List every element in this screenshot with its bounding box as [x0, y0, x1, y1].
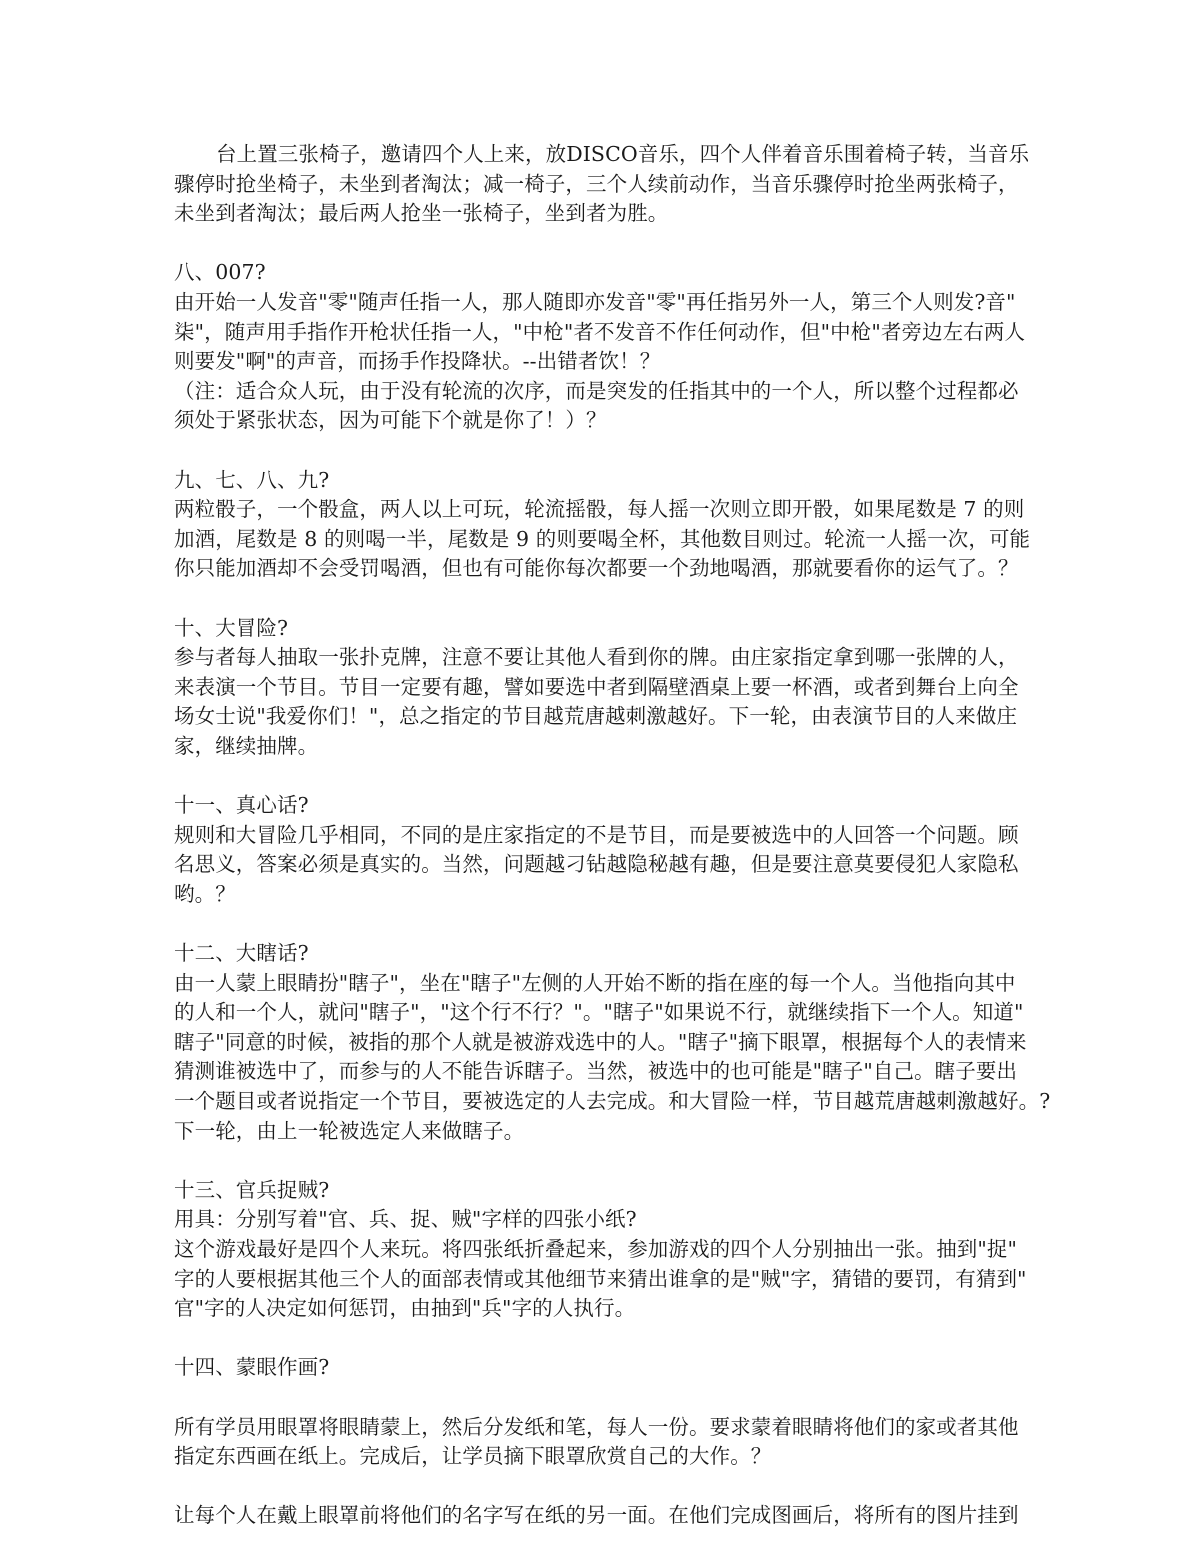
section-cops-robbers [174, 1176, 1026, 1324]
blank-line [174, 584, 1026, 614]
text-line: 两粒骰子，一个骰盒，两人以上可玩，轮流摇骰，每人摇一次则立即开骰，如果尾数是 7 的则 [174, 497, 1025, 522]
text-line: 由一人蒙上眼睛扮"瞎子"，坐在"瞎子"左侧的人开始不断的指在座的每一个人。当他指向其中 [174, 970, 1016, 995]
section-truth [174, 791, 1026, 909]
text-line: 来表演一个节目。节目一定要有趣，譬如要选中者到隔壁酒桌上要一杯酒，或者到舞台上向全 [174, 674, 1019, 699]
text-line: 让每个人在戴上眼罩前将他们的名字写在纸的另一面。在他们完成图画后，将所有的图片挂到 [174, 1503, 1019, 1528]
section-heading: 九、七、八、九? [174, 467, 330, 492]
section-heading: 十二、大瞎话? [174, 941, 309, 966]
paragraph-blind-drawing-2 [174, 1501, 1026, 1531]
text-line: 则要发"啊"的声音，而扬手作投降状。--出错者饮！？ [174, 349, 661, 374]
text-line: 下一轮，由上一轮被选定人来做瞎子。 [174, 1118, 525, 1143]
text-line: 台上置三张椅子，邀请四个人上来，放DISCO音乐，四个人伴着音乐围着椅子转，当音乐 [216, 142, 1030, 166]
text-line: 加酒，尾数是 8 的则喝一半，尾数是 9 的则要喝全杯，其他数目则过。轮流一人摇一次，可能 [174, 526, 1031, 551]
text-line: 指定东西画在纸上。完成后，让学员摘下眼罩欣赏自己的大作。？ [174, 1444, 772, 1469]
section-heading: 十、大冒险? [174, 615, 289, 640]
text-line: 参与者每人抽取一张扑克牌，注意不要让其他人看到你的牌。由庄家指定拿到哪一张牌的人， [174, 645, 1019, 670]
text-line: 用具：分别写着"官、兵、捉、贼"字样的四张小纸? [174, 1207, 637, 1232]
text-line: （注：适合众人玩，由于没有轮流的次序，而是突发的任指其中的一个人，所以整个过程都必 [174, 378, 1019, 403]
blank-line [174, 436, 1026, 466]
section-heading: 十一、真心话? [174, 793, 309, 818]
text-line: 你只能加酒却不会受罚喝酒，但也有可能你每次都要一个劲地喝酒，那就要看你的运气了。？ [174, 556, 1019, 581]
paragraph-blind-drawing-1 [174, 1413, 1026, 1472]
text-line: 柒"，随声用手指作开枪状任指一人，"中枪"者不发音不作任何动作，但"中枪"者旁边左右两人 [174, 319, 1026, 344]
blank-line [174, 1146, 1026, 1176]
text-line: 骤停时抢坐椅子，未坐到者淘汰；减一椅子，三个人续前动作，当音乐骤停时抢坐两张椅子， [174, 171, 1019, 196]
section-789 [174, 466, 1031, 584]
section-heading: 十三、官兵捉贼? [174, 1177, 330, 1202]
text-line: 猜测谁被选中了，而参与的人不能告诉瞎子。当然，被选中的也可能是"瞎子"自己。瞎子要出 [174, 1059, 1018, 1084]
text-line: 由开始一人发音"零"随声任指一人，那人随即亦发音"零"再任指另外一人，第三个人则发?音" [174, 289, 1016, 314]
text-line: 官"字的人决定如何惩罚，由抽到"兵"字的人执行。 [174, 1296, 636, 1321]
text-line: 一个题目或者说指定一个节目，要被选定的人去完成。和大冒险一样，节目越荒唐越刺激越好。? [174, 1089, 1051, 1113]
text-line: 家，继续抽牌。 [174, 733, 319, 758]
text-line: 这个游戏最好是四个人来玩。将四张纸折叠起来，参加游戏的四个人分别抽出一张。抽到"捉" [174, 1236, 1018, 1261]
text-line: 场女士说"我爱你们！"，总之指定的节目越荒唐越刺激越好。下一轮，由表演节目的人来做庄 [174, 704, 1018, 729]
blank-line [174, 1383, 1026, 1413]
blank-line [174, 1472, 1026, 1502]
section-dare [174, 614, 1026, 762]
text-line: 瞎子"同意的时候，被指的那个人就是被游戏选中的人。"瞎子"摘下眼罩，根据每个人的表情来 [174, 1029, 1027, 1054]
text-line: 未坐到者淘汰；最后两人抢坐一张椅子，坐到者为胜。 [174, 201, 669, 226]
section-heading: 十四、蒙眼作画? [174, 1355, 330, 1380]
text-line: 字的人要根据其他三个人的面部表情或其他细节来猜出谁拿的是"贼"字，猜错的要罚，有猜到" [174, 1266, 1027, 1291]
text-line: 所有学员用眼罩将眼睛蒙上，然后分发纸和笔，每人一份。要求蒙着眼睛将他们的家或者其他 [174, 1414, 1019, 1439]
section-blind-drawing [174, 1353, 1026, 1383]
document-page [174, 140, 1051, 1531]
section-blind-man [174, 939, 1051, 1146]
blank-line [174, 761, 1026, 791]
blank-line [174, 229, 1026, 259]
text-line: 哟。？ [174, 881, 236, 906]
blank-line [174, 909, 1026, 939]
section-heading: 八、007? [174, 260, 266, 285]
text-line: 须处于紧张状态，因为可能下个就是你了！）？ [174, 408, 607, 433]
text-line: 名思义，答案必须是真实的。当然，问题越刁钻越隐秘越有趣，但是要注意莫要侵犯人家隐私 [174, 852, 1019, 877]
text-line: 规则和大冒险几乎相同，不同的是庄家指定的不是节目，而是要被选中的人回答一个问题。顾 [174, 822, 1019, 847]
paragraph-chairs [174, 140, 1030, 229]
section-007 [174, 258, 1026, 436]
text-line: 的人和一个人，就问"瞎子"，"这个行不行？"。"瞎子"如果说不行，就继续指下一个人。知道" [174, 1000, 1024, 1025]
blank-line [174, 1324, 1026, 1354]
